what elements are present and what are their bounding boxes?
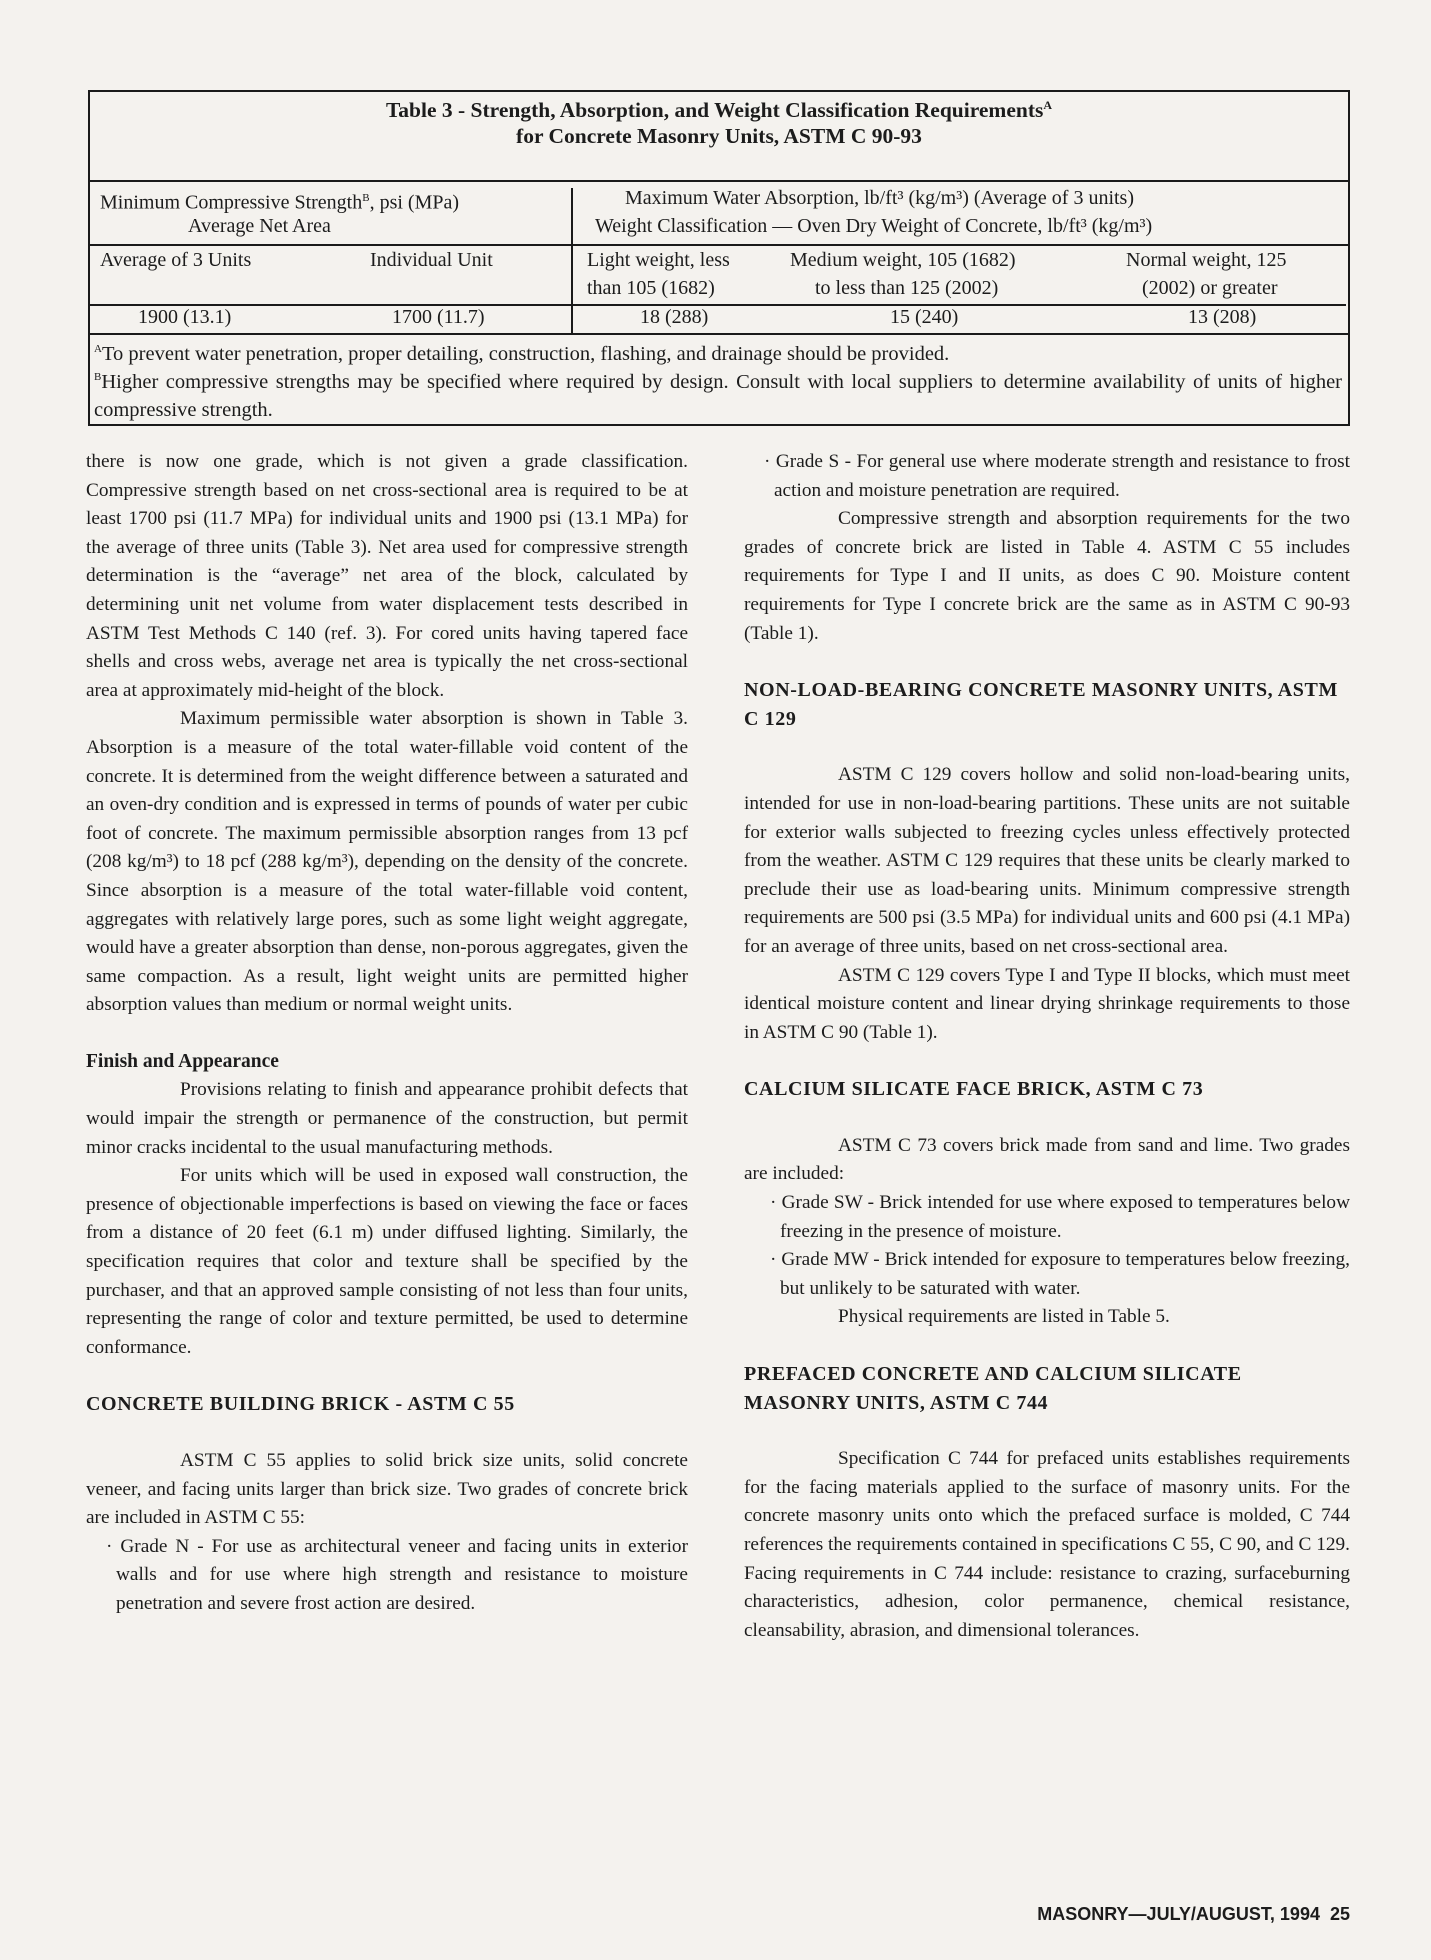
list-item: · Grade N - For use as architectural veneer and facing units in exterior walls and for use where high strength and resistance to moisture penetration and severe frost action are desired. [106,1535,688,1614]
val-individual: 1700 (11.7) [392,306,485,328]
col-light: Light weight, less [587,249,730,271]
list-item: · Grade MW - Brick intended for exposure to temperatures below freezing, but unlikely to be saturated with water. [770,1249,1350,1299]
weight-class-header: Weight Classification — Oven Dry Weight of Concrete, lb/ft³ (kg/m³) [595,215,1153,237]
val-normal: 13 (208) [1188,306,1257,328]
strength-header-line2: Average Net Area [188,215,331,237]
paragraph: Provisions relating to finish and appearance prohibit defects that would impair the strength or permanence of the construction, but permit minor cracks incidental to the usual manufacturing methods. [86,1079,688,1158]
list-item: · Grade S - For general use where moderate strength and resistance to frost action and moisture penetration are required. [764,451,1350,501]
table-title: Table 3 - Strength, Absorption, and Weight Classification Requirements$^A$ [385,98,1053,123]
table-title-line2: for Concrete Masonry Units, ASTM C 90-93 [516,124,922,148]
paragraph: ASTM C 129 covers hollow and solid non-load-bearing units, intended for use in non-load-bearing partitions. These units are not suitable for exterior walls subjected to freezing cycles unless effectively protected from the weather. ASTM C 129 requires that these units be clearly marked to preclude their use as load-bearing units. Minimum compressive strength requirements are 500 psi (3.5 MPa) for individual units and 600 psi (4.1 MPa) for an average of three units, based on net cross-sectional area. [744,764,1350,957]
heading-calcium: CALCIUM SILICATE FACE BRICK, ASTM C 73 [744,1078,1204,1101]
heading-nonload: NON-LOAD-BEARING CONCRETE MASONRY UNITS, ASTM C 129 [744,679,1338,730]
col-medium-line2: to less than 125 (2002) [815,277,999,299]
table-rule [90,244,1348,246]
col-light-line2: than 105 (1682) [587,277,715,299]
val-medium: 15 (240) [890,306,959,328]
paragraph: Physical requirements are listed in Table 5. [838,1306,1170,1328]
val-light: 18 (288) [640,306,709,328]
paragraph: ASTM C 129 covers Type I and Type II blocks, which must meet identical moisture content and linear drying shrinkage requirements to those in ASTM C 90 (Table 1). [744,964,1350,1043]
paragraph: Maximum permissible water absorption is shown in Table 3. Absorption is a measure of the total water-fillable void content of the concrete. It is determined from the weight difference between a saturated and an oven-dry condition and is expressed in terms of pounds of water per cubic foot of concrete. The maximum permissible absorption ranges from 13 pcf (208 kg/m³) to 18 pcf (288 kg/m³), depending on the density of the concrete. Since absorption is a measure of the total water-fillable void content, aggregates with relatively large pores, such as some light weight aggregate, would have a greater absorption than dense, non-porous aggregates, given the same compaction. As a result, light weight units are permitted higher absorption values than medium or normal weight units. [86,708,688,1016]
col-avg-units: Average of 3 Units [100,249,252,271]
footnote-a: $^A$To prevent water penetration, proper detailing, construction, flashing, and drainage should be provided. [94,342,950,365]
page-footer [980,1904,1350,1925]
heading-prefaced: PREFACED CONCRETE AND CALCIUM SILICATE MASONRY UNITS, ASTM C 744 [744,1363,1242,1414]
paragraph: there is now one grade, which is not given a grade classification. Compressive strength based on net cross-sectional area is required to be at least 1700 psi (11.7 MPa) for individual units and 1900 psi (13.1 MPa) for the average of three units (Table 3). Net area used for compressive strength determination is the “average” net area of the block, calculated by determining unit net volume from water displacement tests described in ASTM Test Methods C 140 (ref. 3). For cored units having tapered face shells and cross webs, average net area is typically the net cross-sectional area at approximately mid-height of the block. [86,451,688,701]
val-avg: 1900 (13.1) [138,306,232,328]
absorption-header: Maximum Water Absorption, lb/ft³ (kg/m³) (Average of 3 units) [625,187,1134,209]
paragraph: Compressive strength and absorption requirements for the two grades of concrete brick are listed in Table 4. ASTM C 55 includes requirements for Type I and II units, as does C 90. Moisture content requirements for Type I concrete brick are the same as in ASTM C 90-93 (Table 1). [744,508,1350,644]
journal-name: MASONRY—JULY/AUGUST, 1994 [1037,1904,1320,1924]
paragraph: Specification C 744 for prefaced units establishes requirements for the facing materials applied to the surface of masonry units. For the concrete masonry units onto which the prefaced surface is molded, C 744 references the requirements contained in specifications C 55, C 90, and C 129. Facing requirements in C 744 include: resistance to crazing, surfaceburning characteristics, adhesion, color permanence, chemical resistance, cleansability, abrasion, and dimensional tolerances. [744,1448,1350,1641]
footnote-b: $^B$Higher compressive strengths may be specified where required by design. Consult with local suppliers to determine availability of units of higher compressive strength. [94,370,1342,421]
table-vertical-rule [571,188,573,333]
table-3 [88,90,1350,426]
heading-finish: Finish and Appearance [86,1050,279,1072]
col-individual: Individual Unit [370,249,493,271]
list-item: · Grade SW - Brick intended for use where exposed to temperatures below freezing in the presence of moisture. [770,1192,1350,1242]
col-normal-line2: (2002) or greater [1142,277,1278,299]
col-normal: Normal weight, 125 [1126,249,1287,271]
heading-brick: CONCRETE BUILDING BRICK - ASTM C 55 [86,1393,515,1416]
col-medium: Medium weight, 105 (1682) [790,249,1016,271]
right-column [744,448,1350,1645]
paragraph: ASTM C 73 covers brick made from sand and lime. Two grades are included: [744,1134,1350,1185]
paragraph: For units which will be used in exposed wall construction, the presence of objectionable imperfections is based on viewing the face or faces from a distance of 20 feet (6.1 m) under diffused lighting. Similarly, the specification requires that color and texture shall be specified by the purchaser, and that an approved sample consisting of not less than four units, representing the range of color and texture permitted, be used to determine conformance. [86,1165,688,1358]
paragraph: ASTM C 55 applies to solid brick size units, solid concrete veneer, and facing units larger than brick size. Two grades of concrete brick are included in ASTM C 55: [86,1450,688,1529]
strength-header: Minimum Compressive Strength$^B$, psi (MPa) [100,191,460,214]
left-column [86,448,688,1619]
table-rule [90,180,1348,182]
page-number: 25 [1329,1904,1350,1924]
